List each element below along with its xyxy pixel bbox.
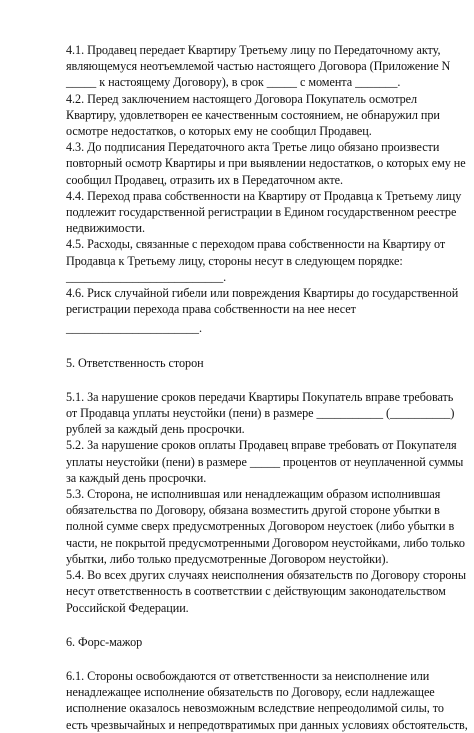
text-line: __________________________. bbox=[66, 269, 227, 284]
text-line: сообщил Продавец, отразить их в Передаточном акте. bbox=[66, 172, 343, 187]
text-line: недвижимости. bbox=[66, 221, 145, 236]
text-line: Продавца к Третьему лицу, стороны несут в следующем порядке: bbox=[66, 253, 403, 268]
text-line: за каждый день просрочки. bbox=[66, 470, 207, 485]
text-line: 4.6. Риск случайной гибели или повреждения Квартиры до государственной bbox=[66, 286, 459, 301]
clause-4-1 bbox=[66, 42, 451, 91]
text-line: _____ к настоящему Договору), в срок _____ с момента _______. bbox=[66, 75, 401, 90]
text-line: осмотре недостатков, о которых ему не сообщил Продавец. bbox=[66, 124, 372, 139]
clause-4-5 bbox=[66, 236, 444, 285]
clause-5-1 bbox=[66, 389, 455, 438]
text-line: уплаты неустойки (пени) в размере _____ процентов от неуплаченной суммы bbox=[66, 454, 464, 469]
section-6-heading: 6. Форс-мажор bbox=[66, 634, 143, 649]
clause-6-1 bbox=[66, 668, 468, 733]
text-line: обязательства по Договору, обязана возместить другой стороне убытки в bbox=[66, 503, 440, 518]
section-5-heading: 5. Ответственность сторон bbox=[66, 355, 204, 370]
text-line: Квартиру, удовлетворен ее качественным состоянием, не обнаружил при bbox=[66, 107, 440, 122]
text-line: 5.3. Сторона, не исполнившая или ненадлежащим образом исполнившая bbox=[66, 487, 441, 502]
text-line: 4.5. Расходы, связанные с переходом права собственности на Квартиру от bbox=[66, 237, 446, 252]
clause-4-6 bbox=[66, 285, 459, 337]
clause-4-4 bbox=[66, 188, 462, 237]
text-line: исполнение оказалось невозможным вследствие непреодолимой силы, то bbox=[66, 701, 444, 716]
text-line: 4.3. До подписания Передаточного акта Третье лицо обязано произвести bbox=[66, 140, 440, 155]
clause-5-2 bbox=[66, 437, 464, 486]
text-line: 4.1. Продавец передает Квартиру Третьему лицу по Передаточному акту, bbox=[66, 43, 441, 57]
text-line: 5.2. За нарушение сроков оплаты Продавец вправе требовать от Покупателя bbox=[66, 438, 457, 453]
clause-5-3 bbox=[66, 486, 465, 567]
clause-5-4 bbox=[66, 567, 467, 616]
spacer bbox=[66, 337, 444, 355]
text-line: части, не покрытой предусмотренными Договором неустойками, либо только bbox=[66, 535, 465, 550]
text-line: 5.4. Во всех других случаях неисполнения обязательств по Договору стороны bbox=[66, 568, 467, 583]
spacer bbox=[66, 650, 444, 668]
text-line: от Продавца уплаты неустойки (пени) в размере ___________ (__________) bbox=[66, 406, 455, 421]
text-line: ненадлежащее исполнение обязательств по Договору, если надлежащее bbox=[66, 685, 435, 700]
text-line: повторный осмотр Квартиры и при выявлении недостатков, о которых ему не bbox=[66, 156, 466, 171]
text-line: несут ответственность в соответствии с действующим законодательством bbox=[66, 584, 446, 599]
text-line: 4.2. Перед заключением настоящего Договора Покупатель осмотрел bbox=[66, 91, 418, 106]
text-line: полной сумме сверх предусмотренных Договором неустоек (либо убытки в bbox=[66, 519, 455, 534]
text-line: 6.1. Стороны освобождаются от ответственности за неисполнение или bbox=[66, 668, 430, 683]
text-line: ______________________. bbox=[66, 321, 202, 336]
clause-4-2 bbox=[66, 91, 444, 140]
text-line: подлежит государственной регистрации в Едином государственном реестре bbox=[66, 205, 457, 220]
text-line: 4.4. Переход права собственности на Квартиру от Продавца к Третьему лицу bbox=[66, 188, 462, 203]
text-line: являющемуся неотъемлемой частью настоящего Договора (Приложение N bbox=[66, 59, 451, 74]
clause-4-3 bbox=[66, 139, 466, 188]
text-line: есть чрезвычайных и непредотвратимых при данных условиях обстоятельств, bbox=[66, 717, 468, 732]
spacer bbox=[66, 616, 444, 634]
text-line: 5.1. За нарушение сроков передачи Квартиры Покупатель вправе требовать bbox=[66, 389, 454, 404]
spacer bbox=[66, 371, 444, 389]
text-line: Российской Федерации. bbox=[66, 600, 189, 615]
text-line: убытки, либо только предусмотренные Договором неустойки). bbox=[66, 551, 389, 566]
text-line: регистрации перехода права собственности на нее несет bbox=[66, 302, 356, 317]
text-line: рублей за каждый день просрочки. bbox=[66, 422, 245, 437]
